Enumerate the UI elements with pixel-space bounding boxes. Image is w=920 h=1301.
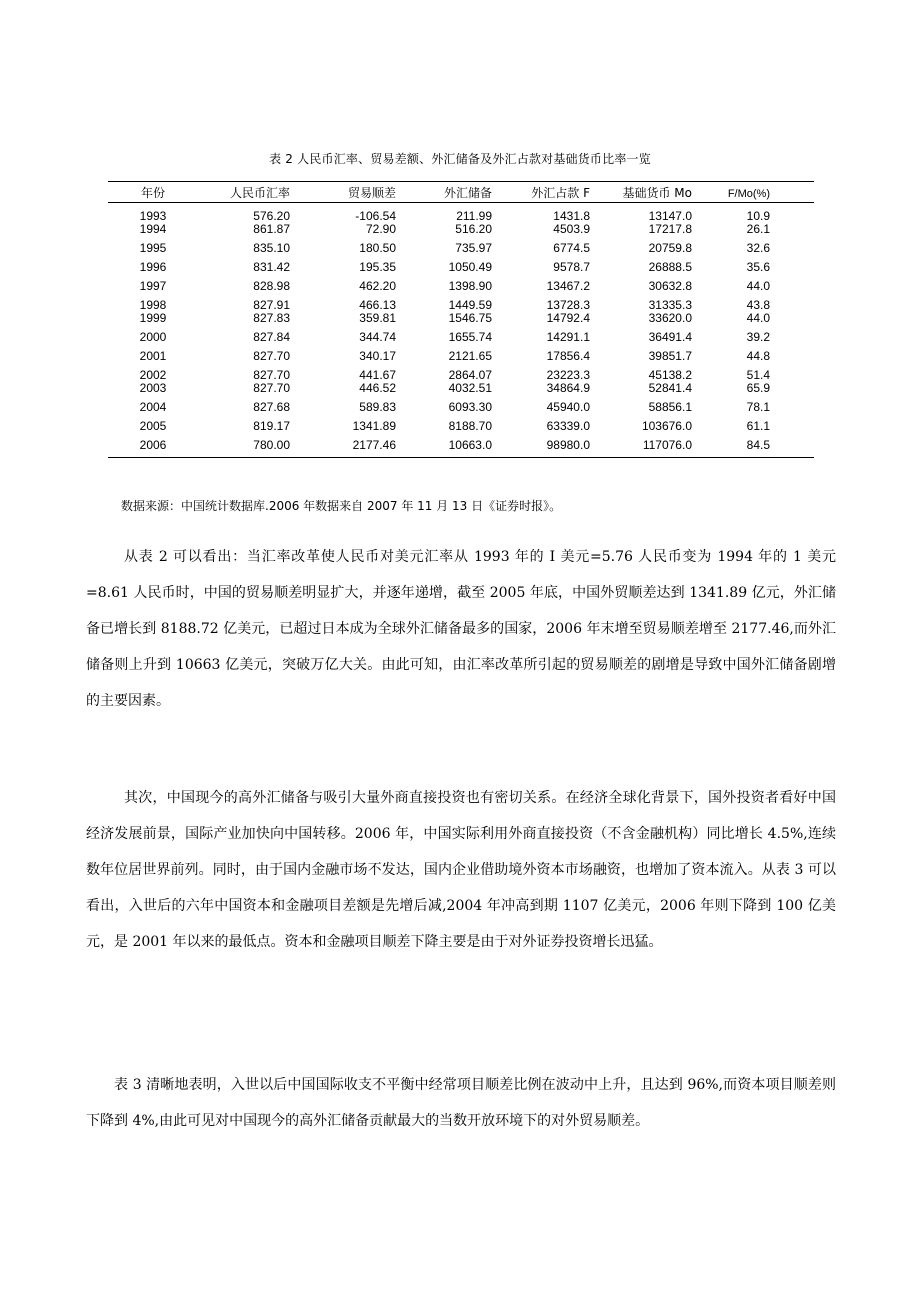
cell-exchange-rate: 828.98 — [253, 279, 290, 293]
table-row — [108, 439, 814, 452]
header-exchange-rate: 人民币汇率 — [229, 185, 290, 200]
cell-trade-surplus: 446.52 — [359, 381, 396, 395]
table-row — [108, 261, 814, 274]
cell-year: 1993 — [139, 209, 167, 223]
header-forex-funds: 外汇占款 F — [531, 185, 590, 200]
cell-exchange-rate: 827.91 — [253, 298, 290, 312]
cell-exchange-rate: 835.10 — [253, 241, 290, 255]
cell-year: 2003 — [139, 381, 167, 395]
cell-year: 1995 — [139, 241, 167, 255]
cell-exchange-rate: 827.84 — [253, 330, 290, 344]
header-base-money: 基础货币 Mo — [622, 185, 692, 200]
cell-trade-surplus: 195.35 — [359, 260, 396, 274]
cell-trade-surplus: 340.17 — [359, 349, 396, 363]
table-row — [108, 350, 814, 363]
cell-trade-surplus: -106.54 — [355, 209, 396, 223]
cell-year: 2005 — [139, 419, 167, 433]
cell-base-money: 36491.4 — [648, 330, 692, 344]
cell-forex-funds: 17856.4 — [546, 349, 590, 363]
cell-year: 2002 — [139, 368, 167, 382]
table-row — [108, 242, 814, 255]
cell-exchange-rate: 827.68 — [253, 400, 290, 414]
cell-forex-reserves: 1449.59 — [448, 298, 492, 312]
header-ratio: F/Mo(%) — [727, 187, 770, 200]
cell-trade-surplus: 344.74 — [359, 330, 396, 344]
cell-year: 1998 — [139, 298, 167, 312]
cell-forex-funds: 63339.0 — [546, 419, 590, 433]
cell-forex-reserves: 1050.49 — [448, 260, 492, 274]
cell-forex-funds: 6774.5 — [553, 241, 590, 255]
cell-forex-funds: 9578.7 — [553, 260, 590, 274]
cell-forex-funds: 14291.1 — [546, 330, 590, 344]
cell-exchange-rate: 819.17 — [253, 419, 290, 433]
table-row — [108, 382, 814, 395]
cell-year: 2000 — [139, 330, 167, 344]
cell-trade-surplus: 72.90 — [365, 222, 396, 236]
cell-forex-reserves: 2121.65 — [448, 349, 492, 363]
cell-forex-funds: 14792.4 — [546, 311, 590, 325]
cell-forex-reserves: 1655.74 — [448, 330, 492, 344]
exchange-rate-table — [108, 181, 814, 458]
cell-base-money: 26888.5 — [648, 260, 692, 274]
cell-base-money: 17217.8 — [648, 222, 692, 236]
cell-trade-surplus: 1341.89 — [352, 419, 396, 433]
cell-forex-funds: 13728.3 — [546, 298, 590, 312]
cell-forex-funds: 1431.8 — [553, 209, 590, 223]
cell-forex-funds: 34864.9 — [546, 381, 590, 395]
cell-trade-surplus: 466.13 — [359, 298, 396, 312]
cell-exchange-rate: 831.42 — [253, 260, 290, 274]
body-paragraph: 从表 2 可以看出：当汇率改革使人民币对美元汇率从 1993 年的 I 美元=5.76 人民币变为 1994 年的 1 美元=8.61 人民币时，中国的贸易顺差明显扩大，并逐年递增，截至 2005 年底，中国外贸顺差达到 1341.89 亿元，外汇储备已增长到 8188.72 亿美元，已超过日本成为全球外汇储备最多的国家，2006 年末增至贸易顺差增至 2177.46,而外汇储备则上升到 10663 亿美元，突破万亿大关。由此可知，由汇率改革所引起的贸易顺差的剧增是导致中国外汇储备剧增的主要因素。 — [86, 549, 836, 709]
cell-base-money: 30632.8 — [648, 279, 692, 293]
cell-forex-reserves: 8188.70 — [448, 419, 492, 433]
cell-forex-funds: 23223.3 — [546, 368, 590, 382]
cell-forex-funds: 45940.0 — [546, 400, 590, 414]
cell-ratio: 44.8 — [746, 349, 770, 363]
cell-year: 2001 — [139, 349, 167, 363]
cell-base-money: 117076.0 — [642, 438, 692, 452]
cell-forex-reserves: 211.99 — [456, 209, 492, 223]
table-row — [108, 223, 814, 236]
cell-exchange-rate: 780.00 — [253, 438, 290, 452]
cell-base-money: 58856.1 — [648, 400, 692, 414]
cell-trade-surplus: 589.83 — [359, 400, 396, 414]
cell-ratio: 44.0 — [746, 311, 770, 325]
cell-base-money: 45138.2 — [648, 368, 692, 382]
table-source-note: 数据来源：中国统计数据库.2006 年数据来自 2007 年 11 月 13 日《证券时报》。 — [121, 499, 562, 513]
cell-base-money: 31335.3 — [648, 298, 692, 312]
cell-exchange-rate: 576.20 — [253, 209, 290, 223]
cell-year: 1997 — [139, 279, 167, 293]
cell-ratio: 51.4 — [746, 368, 770, 382]
cell-trade-surplus: 359.81 — [359, 311, 396, 325]
body-paragraph: 其次，中国现今的高外汇储备与吸引大量外商直接投资也有密切关系。在经济全球化背景下，国外投资者看好中国经济发展前景，国际产业加快向中国转移。2006 年，中国实际利用外商直接投资（不含金融机构）同比增长 4.5%,连续数年位居世界前列。同时，由于国内金融市场不发达，国内企业借助境外资本市场融资，也增加了资本流入。从表 3 可以看出，入世后的六年中国资本和金融项目差额是先增后减,2004 年冲高到期 1107 亿美元，2006 年则下降到 100 亿美元，是 2001 年以来的最低点。资本和金融项目顺差下降主要是由于对外证券投资增长迅猛。 — [86, 790, 836, 950]
cell-exchange-rate: 827.83 — [253, 311, 290, 325]
cell-base-money: 39851.7 — [648, 349, 692, 363]
cell-ratio: 39.2 — [746, 330, 770, 344]
cell-base-money: 20759.8 — [648, 241, 692, 255]
cell-ratio: 35.6 — [746, 260, 770, 274]
header-forex-reserves: 外汇储备 — [443, 185, 492, 200]
cell-base-money: 13147.0 — [648, 209, 692, 223]
table-caption: 表 2 人民币汇率、贸易差额、外汇储备及外汇占款对基础货币比率一览 — [269, 152, 651, 166]
cell-forex-reserves: 4032.51 — [448, 381, 492, 395]
table-row — [108, 312, 814, 325]
cell-year: 1994 — [139, 222, 167, 236]
table-body — [108, 203, 814, 457]
cell-forex-reserves: 10663.0 — [448, 438, 492, 452]
cell-forex-funds: 4503.9 — [553, 222, 590, 236]
cell-trade-surplus: 2177.46 — [352, 438, 396, 452]
cell-forex-funds: 13467.2 — [546, 279, 590, 293]
cell-year: 2006 — [139, 438, 167, 452]
cell-exchange-rate: 827.70 — [253, 349, 290, 363]
cell-forex-funds: 98980.0 — [546, 438, 590, 452]
cell-forex-reserves: 2864.07 — [448, 368, 492, 382]
cell-ratio: 10.9 — [746, 209, 770, 223]
cell-year: 2004 — [139, 400, 167, 414]
cell-forex-reserves: 1398.90 — [448, 279, 492, 293]
cell-exchange-rate: 827.70 — [253, 381, 290, 395]
cell-base-money: 103676.0 — [641, 419, 692, 433]
cell-ratio: 32.6 — [746, 241, 770, 255]
cell-ratio: 44.0 — [746, 279, 770, 293]
header-trade-surplus: 贸易顺差 — [347, 185, 396, 200]
cell-ratio: 65.9 — [746, 381, 770, 395]
table-row — [108, 280, 814, 293]
cell-exchange-rate: 861.87 — [253, 222, 290, 236]
cell-year: 1999 — [139, 311, 167, 325]
cell-trade-surplus: 462.20 — [359, 279, 396, 293]
cell-trade-surplus: 180.50 — [359, 241, 396, 255]
cell-forex-reserves: 516.20 — [455, 222, 492, 236]
cell-ratio: 78.1 — [746, 400, 770, 414]
table-row — [108, 401, 814, 414]
cell-ratio: 43.8 — [746, 298, 770, 312]
cell-base-money: 33620.0 — [648, 311, 692, 325]
table-header-row — [108, 182, 814, 203]
table-row — [108, 420, 814, 433]
table-row — [108, 331, 814, 344]
cell-trade-surplus: 441.67 — [359, 368, 396, 382]
cell-exchange-rate: 827.70 — [253, 368, 290, 382]
cell-ratio: 26.1 — [746, 222, 770, 236]
cell-forex-reserves: 1546.75 — [448, 311, 492, 325]
body-paragraph: 表 3 清晰地表明，入世以后中国国际收支不平衡中经常项目顺差比例在波动中上升，且达到 96%,而资本项目顺差则下降到 4%,由此可见对中国现今的高外汇储备贡献最大的当数开放环境下的对外贸易顺差。 — [86, 1077, 836, 1129]
cell-forex-reserves: 735.97 — [455, 241, 492, 255]
cell-ratio: 84.5 — [746, 438, 770, 452]
cell-forex-reserves: 6093.30 — [448, 400, 492, 414]
cell-base-money: 52841.4 — [648, 381, 692, 395]
cell-year: 1996 — [139, 260, 167, 274]
cell-ratio: 61.1 — [746, 419, 770, 433]
header-year: 年份 — [140, 185, 165, 200]
